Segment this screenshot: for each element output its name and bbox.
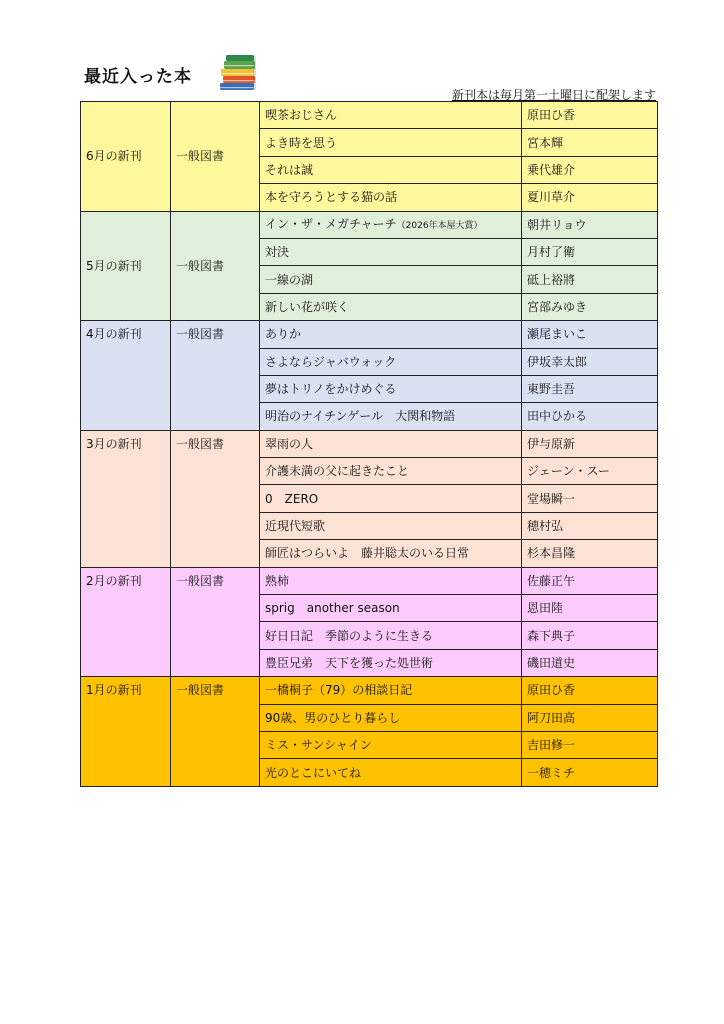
book-title: それは誠 xyxy=(265,162,314,177)
book-title: 明治のナイチンゲール 大関和物語 xyxy=(265,409,456,424)
book-title-cell xyxy=(260,512,522,539)
book-title: 本を守ろうとする猫の話 xyxy=(265,190,398,205)
category-label: 一般図書 xyxy=(171,321,260,431)
book-title-cell xyxy=(260,375,522,402)
book-author: 杉本昌隆 xyxy=(522,540,658,567)
month-label: 6月の新刊 xyxy=(81,102,171,212)
book-title-cell xyxy=(260,156,522,183)
book-title: sprig another season xyxy=(265,601,400,616)
book-author: 東野圭吾 xyxy=(522,375,658,402)
book-title: 喫茶おじさん xyxy=(265,108,338,123)
category-label: 一般図書 xyxy=(171,430,260,567)
category-label: 一般図書 xyxy=(171,677,260,787)
book-author: 乗代雄介 xyxy=(522,156,658,183)
book-title-cell xyxy=(260,348,522,375)
table-row xyxy=(81,677,658,704)
book-title: ミス・サンシャイン xyxy=(265,738,372,753)
category-label: 一般図書 xyxy=(171,567,260,677)
book-title-cell xyxy=(260,321,522,348)
book-title-cell xyxy=(260,211,522,238)
book-title-cell xyxy=(260,485,522,512)
book-title: ありか xyxy=(265,327,302,342)
book-title: 対決 xyxy=(265,245,290,260)
book-title: 豊臣兄弟 天下を獲った処世術 xyxy=(265,656,434,670)
book-author: 堂場瞬一 xyxy=(522,485,658,512)
shelving-note: 新刊本は毎月第一土曜日に配架します xyxy=(451,88,656,102)
book-author: 吉田修一 xyxy=(522,731,658,758)
category-label: 一般図書 xyxy=(171,211,260,321)
book-title: 0 ZERO xyxy=(265,491,319,506)
book-author: 砥上裕將 xyxy=(522,266,658,293)
book-author: 佐藤正午 xyxy=(522,567,658,594)
book-author: 穂村弘 xyxy=(522,512,658,539)
book-author: 月村了衛 xyxy=(522,238,658,265)
book-title: 新しい花が咲く xyxy=(265,299,350,314)
book-author: 宮部みゆき xyxy=(522,293,658,320)
book-title-cell xyxy=(260,731,522,758)
book-title-cell xyxy=(260,540,522,567)
book-title-cell xyxy=(260,266,522,293)
book-title: 夢はトリノをかけめぐる xyxy=(265,382,397,397)
table-row xyxy=(81,321,658,348)
book-title-cell xyxy=(260,458,522,485)
table-row xyxy=(81,211,658,238)
book-title: よき時を思う xyxy=(265,135,338,150)
book-author: 恩田陸 xyxy=(522,595,658,622)
book-title: 光のとこにいてね xyxy=(265,765,362,780)
book-title: 翠雨の人 xyxy=(265,436,314,451)
book-title-cell xyxy=(260,403,522,430)
month-label: 4月の新刊 xyxy=(81,321,171,431)
book-title: さよならジャバウォック xyxy=(265,354,397,369)
book-title: 一線の湖 xyxy=(265,272,314,287)
book-author: 朝井リョウ xyxy=(522,211,658,238)
book-author: ジェーン・スー xyxy=(522,458,658,485)
table-row xyxy=(81,430,658,457)
book-title-cell xyxy=(260,129,522,156)
month-label: 3月の新刊 xyxy=(81,430,171,567)
month-label: 1月の新刊 xyxy=(81,677,171,787)
book-award-note: （2026年本屋大賞） xyxy=(396,221,483,232)
book-title-cell xyxy=(260,677,522,704)
book-title: 好日日記 季節のように生きる xyxy=(265,628,434,643)
book-author: 一穂ミチ xyxy=(522,759,658,786)
book-title-cell xyxy=(260,430,522,457)
page-title: 最近入った本 xyxy=(84,67,192,87)
book-title-cell xyxy=(260,184,522,211)
book-title: 熟柿 xyxy=(265,573,290,588)
book-author: 田中ひかる xyxy=(522,403,658,430)
month-label: 5月の新刊 xyxy=(81,211,171,321)
books-stack-icon xyxy=(216,54,260,92)
book-title-cell xyxy=(260,293,522,320)
book-title-cell xyxy=(260,622,522,649)
book-title-cell xyxy=(260,238,522,265)
book-author: 宮本輝 xyxy=(522,129,658,156)
book-author: 磯田道史 xyxy=(522,649,658,676)
book-title-cell xyxy=(260,595,522,622)
book-title: 近現代短歌 xyxy=(265,519,326,534)
book-author: 瀬尾まいこ xyxy=(522,321,658,348)
book-title-cell xyxy=(260,102,522,129)
book-author: 伊与原新 xyxy=(522,430,658,457)
book-title-cell xyxy=(260,649,522,676)
new-books-table xyxy=(80,101,658,787)
book-author: 伊坂幸太郎 xyxy=(522,348,658,375)
book-title: 90歳、男のひとり暮らし xyxy=(265,710,401,725)
book-title-cell xyxy=(260,759,522,786)
book-title: 師匠はつらいよ 藤井聡太のいる日常 xyxy=(265,546,470,561)
book-title-cell xyxy=(260,567,522,594)
book-title-cell xyxy=(260,704,522,731)
book-title: イン・ザ・メガチャーチ xyxy=(265,217,397,232)
category-label: 一般図書 xyxy=(171,102,260,212)
book-author: 夏川草介 xyxy=(522,184,658,211)
book-author: 森下典子 xyxy=(522,622,658,649)
month-label: 2月の新刊 xyxy=(81,567,171,677)
book-title: 介護未満の父に起きたこと xyxy=(265,464,410,479)
book-title: 一橋桐子（79）の相談日記 xyxy=(265,683,413,698)
book-author: 原田ひ香 xyxy=(522,102,658,129)
table-row xyxy=(81,102,658,129)
book-author: 阿刀田高 xyxy=(522,704,658,731)
table-row xyxy=(81,567,658,594)
book-author: 原田ひ香 xyxy=(522,677,658,704)
